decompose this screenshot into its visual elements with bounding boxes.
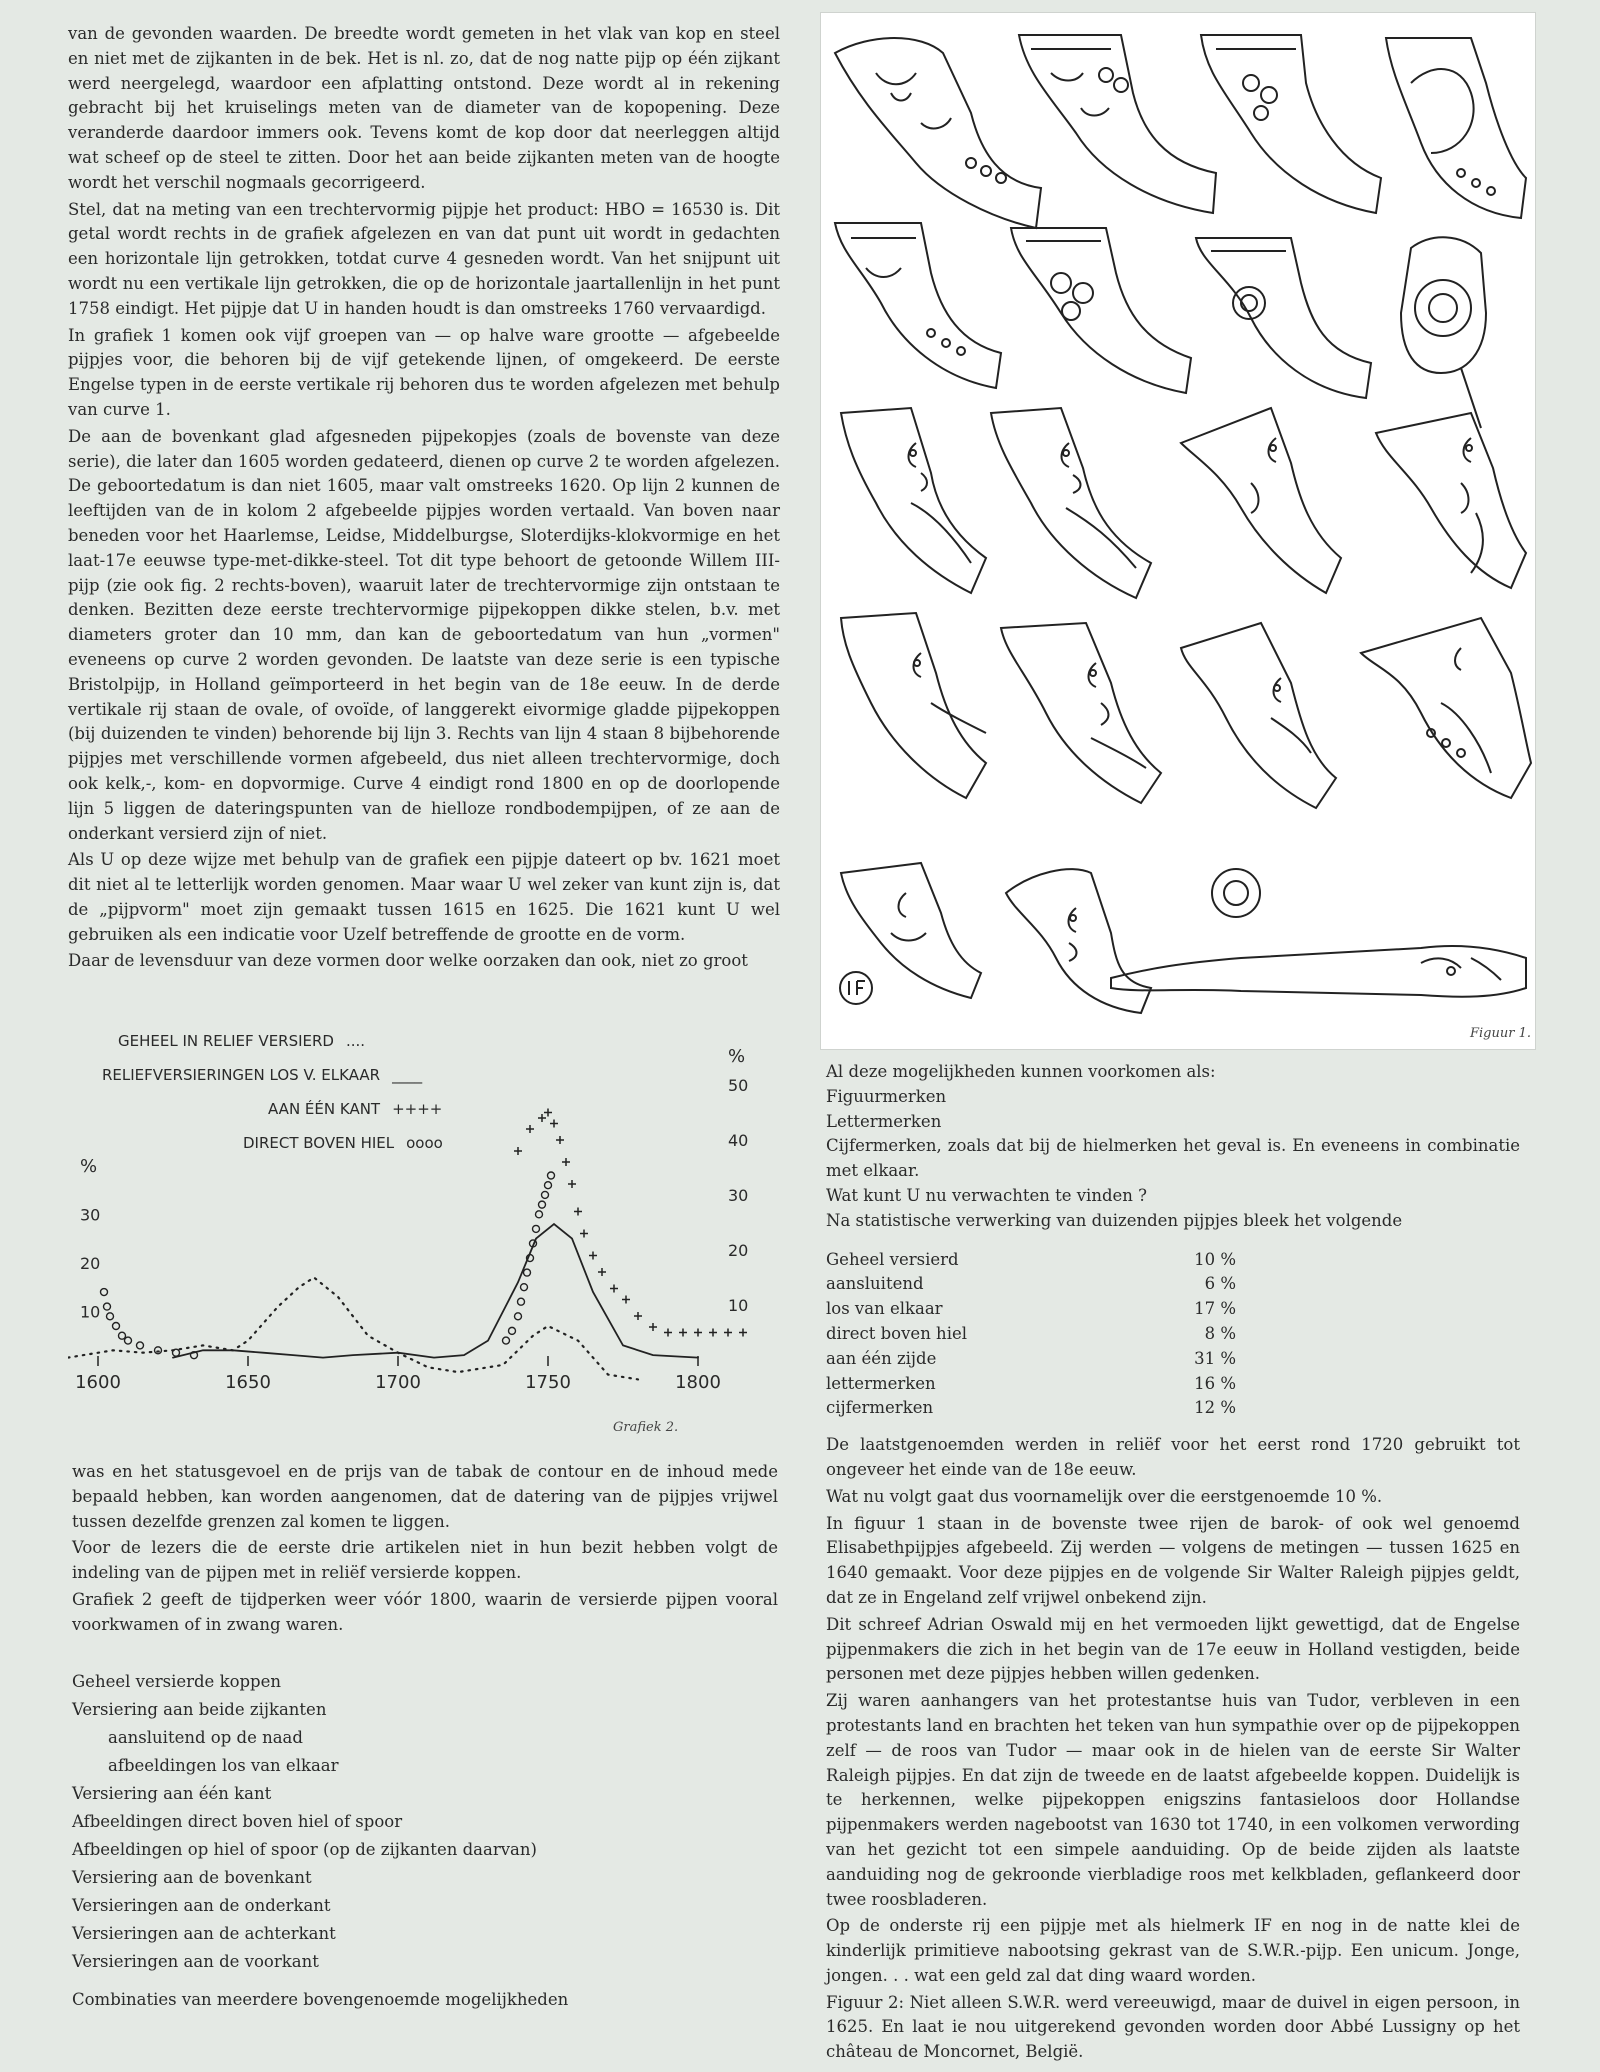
stats-label: los van elkaar (826, 1299, 943, 1319)
pipe-bowl-drawing (1019, 35, 1216, 213)
intro-line: Na statistische verwerking van duizenden pijpjes bleek het volgende (826, 1210, 1403, 1230)
series-point (503, 1337, 510, 1344)
paragraph: In grafiek 1 komen ook vijf groepen van — op halve ware grootte — afgebeelde pijpjes voor, die behoren bij de vijf getekende lijnen, of omgekeerd. De eerste Engelse typen in de eerste vertikale rij behoren dus te worden afgelezen met behulp van curve 1. (68, 325, 780, 419)
paragraph: van de gevonden waarden. De breedte wordt gemeten in het vlak van kop en steel en niet met de zijkanten in de bek. Het is nl. zo, dat de nog natte pijp op één zijkant werd neergelegd, waardoor een afplatting ontstond. Deze wordt al in rekening gebracht bij het kruiselings meten van de diameter van de kopopening. Deze veranderde daardoor immers ook. Tevens komt de kop door dat neerleggen altijd wat scheef op de steel te zitten. Door het aan beide zijkanten meten van de hoogte wordt het verschil nogmaals gecorrigeerd. (68, 24, 780, 192)
series-point (545, 1182, 552, 1189)
pipe-bowl-drawing (1181, 408, 1341, 593)
series-point (580, 1230, 588, 1238)
series-point (125, 1337, 132, 1344)
paragraph: Zij waren aanhangers van het protestantse huis van Tudor, verbleven in een protestants land en brachten het teken van hun sympathie over op de pijpekoppen zelf — de roos van Tudor — maar ook in de hielen van de eerste Sir Walter Raleigh pijpjes. En dat zijn de tweede en de laatst afgebeelde koppen. Duidelijk is te herkennen, welke pijpekoppen enigszins fantasieloos door Hollandse pijpenmakers werden nagebootst van 1630 tot 1740, in een volkomen verwording van het gezicht tot een simpele aanduiding. Op de beide zijden als laatste aanduiding nog de gekroonde vierbladige roos met kelkbladen, geflankeerd door twee roosbladeren. (826, 1691, 1520, 1909)
paragraph: De aan de bovenkant glad afgesneden pijpekopjes (zoals de bovenste van deze serie), die later dan 1605 worden gedateerd, dienen op curve 2 te worden afgelezen. De geboortedatum is dan niet 1605, maar valt omstreeks 1620. Op lijn 2 kunnen de leeftijden van de in kolom 2 afgebeelde pijpjes worden vertaald. Van boven naar beneden voor het Haarlemse, Leidse, Middelburgse, Sloterdijks-klokvormige en het laat-17e eeuwse type-met-dikke-steel. Tot dit type behoort de getoonde Willem III-pijp (zie ook fig. 2 rechts-boven), waaruit later de trechtervormige zijn ontstaan te denken. Bezitten deze eerste trechtervormige pijpekoppen dikke stelen, b.v. met diameters groter dan 10 mm, dan kan de geboortedatum van hun „vormen" eveneens op curve 2 worden gevonden. De laatste van deze serie is een typische Bristolpijp, in Holland geïmporteerd in het begin van de 18e eeuw. In de derde vertikale rij staan de ovale, of ovoïde, of langgerekt eivormige gladde pijpekoppen (bij duizenden te vinden) behorende bij lijn 3. Rechts van lijn 4 staan 8 bijbehorende pijpjes met verschillende vormen afgebeeld, dus niet alleen trechtervormige, doch ook kelk,-, kom- en dopvormige. Curve 4 eindigt rond 1800 en op de doorlopende lijn 5 liggen de dateringspunten van de hielloze rondbodempijpen, of ze aan de onderkant versierd zijn of niet. (68, 426, 780, 843)
right-tick-label: 30 (728, 1186, 749, 1205)
legend-label: DIRECT BOVEN HIEL (243, 1134, 395, 1152)
paragraph: De laatstgenoemden werden in reliëf voor het eerst rond 1720 gebruikt tot ongeveer het einde van de 18e eeuw. (826, 1435, 1520, 1479)
right-tick-label: 50 (728, 1076, 749, 1095)
classification-item: Versieringen aan de achterkant (72, 1923, 336, 1943)
legend-label: RELIEFVERSIERINGEN LOS V. ELKAAR (102, 1066, 381, 1084)
series-point (173, 1349, 180, 1356)
series-point (622, 1296, 630, 1304)
pipe-bowl-drawing (1001, 623, 1161, 803)
pipe-bowl-drawing (841, 863, 981, 998)
legend-marker: ++++ (392, 1100, 443, 1118)
graph-2-svg (68, 1022, 780, 1442)
series-point (739, 1329, 747, 1337)
x-tick-label: 1800 (675, 1372, 721, 1393)
classification-item: afbeeldingen los van elkaar (108, 1755, 339, 1775)
x-tick-label: 1700 (375, 1372, 421, 1393)
paragraph: In figuur 1 staan in de bovenste twee rijen de barok- of ook wel genoemd Elisabethpijpjes afgebeeld. Zij werden — volgens de metingen — tussen 1625 en 1640 gemaakt. Voor deze pijpjes en de volgende Sir Walter Raleigh pijpjes geldt, dat ze in Engeland zelf vrijwel onbekend zijn. (826, 1513, 1520, 1607)
series-point (664, 1329, 672, 1337)
series-point (514, 1147, 522, 1155)
pipe-bowl-drawing (835, 223, 1001, 388)
graph-2-caption: Grafiek 2. (613, 1420, 679, 1435)
pipe-bowl-drawing (841, 613, 986, 798)
series-point (550, 1120, 558, 1128)
legend-marker: .... (345, 1032, 366, 1050)
series-point (724, 1329, 732, 1337)
pipe-bowl-drawing (1361, 618, 1531, 798)
series-point (536, 1211, 543, 1218)
series-point (556, 1136, 564, 1144)
series-point (539, 1201, 546, 1208)
stats-row (826, 1347, 1236, 1372)
series-point (101, 1289, 108, 1296)
pipe-bowl-drawing (1011, 228, 1191, 393)
stats-row (826, 1322, 1236, 1347)
classification-item: Combinaties van meerdere bovengenoemde mogelijkheden (72, 1989, 569, 2009)
series-point (526, 1125, 534, 1133)
classification-item: aansluitend op de naad (108, 1727, 303, 1747)
left-tick-label: 20 (80, 1253, 101, 1273)
pipe-bowl-drawing (1212, 869, 1260, 917)
series-point (568, 1180, 576, 1188)
stats-value: 31 % (1194, 1348, 1236, 1368)
legend-marker: oooo (406, 1134, 443, 1152)
classification-item: Versiering aan beide zijkanten (72, 1699, 327, 1719)
stats-row (826, 1297, 1236, 1322)
classification-item: Versiering aan één kant (72, 1783, 272, 1803)
stats-label: direct boven hiel (826, 1323, 968, 1343)
stats-value: 16 % (1194, 1373, 1236, 1393)
paragraph: Wat nu volgt gaat dus voornamelijk over die eerstgenoemde 10 %. (826, 1486, 1383, 1506)
stats-value: 17 % (1194, 1299, 1236, 1319)
left-bottom-text (72, 1460, 778, 2014)
series-point (598, 1268, 606, 1276)
stats-value: 8 % (1204, 1323, 1236, 1343)
series-point (515, 1313, 522, 1320)
series-point (634, 1312, 642, 1320)
x-tick-label: 1600 (75, 1372, 121, 1393)
left-tick-label: 10 (80, 1302, 101, 1322)
stats-label: aansluitend (826, 1274, 924, 1294)
classification-item: Afbeeldingen direct boven hiel of spoor (72, 1811, 403, 1831)
paragraph: Stel, dat na meting van een trechtervormig pijpje het product: HBO = 16530 is. Dit getal wordt rechts in de grafiek afgelezen en van dat punt uit wordt in gedachten een horizontale lijn getrokken, totdat curve 4 gesneden wordt. Van het snijpunt uit wordt nu een vertikale lijn getrokken, die op de horizontale jaartallenlijn in het punt 1758 eindigt. Het pijpje dat U in handen houdt is dan omstreeks 1760 vervaardigd. (68, 199, 780, 318)
series-point (137, 1342, 144, 1349)
pipe-bowl-drawing (835, 38, 1041, 228)
series-point (524, 1269, 531, 1276)
series-point (544, 1109, 552, 1117)
pipe-stem-drawing (1111, 946, 1526, 997)
figure-1-caption: Figuur 1. (1470, 1026, 1531, 1041)
legend-label: GEHEEL IN RELIEF VERSIERD (118, 1032, 334, 1050)
classification-item: Versieringen aan de onderkant (72, 1895, 331, 1915)
paragraph: Voor de lezers die de eerste drie artikelen niet in hun bezit hebben volgt de indeling van de pijpen met in reliëf versierde koppen. (72, 1538, 778, 1583)
series-point (107, 1313, 114, 1320)
pipe-bowl-drawing (1196, 238, 1371, 398)
stats-value: 6 % (1204, 1274, 1236, 1294)
left-axis-unit: % (80, 1156, 98, 1177)
paragraph: Als U op deze wijze met behulp van de grafiek een pijpje dateert op bv. 1621 moet dit niet al te letterlijk worden genomen. Maar waar U wel zeker van kunt zijn is, dat de „pijpvorm" moet zijn gemaakt tussen 1615 en 1625. Die 1621 kunt U wel gebruiken als een indicatie voor Uzelf betreffende de grootte en de vorm. (68, 850, 780, 944)
legend-marker: ____ (392, 1066, 423, 1084)
series-point (574, 1208, 582, 1216)
stats-value: 12 % (1194, 1398, 1236, 1418)
series-point (679, 1329, 687, 1337)
series-point (589, 1252, 597, 1260)
x-tick-label: 1750 (525, 1372, 571, 1393)
pipe-bowl-drawing (1376, 413, 1526, 588)
pipe-bowl-drawing (991, 408, 1151, 598)
figure-1 (820, 12, 1536, 1050)
series-point (649, 1323, 657, 1331)
series-point (113, 1323, 120, 1330)
series-point (104, 1303, 111, 1310)
stats-label: Geheel versierd (826, 1249, 959, 1269)
paragraph: Dit schreef Adrian Oswald mij en het vermoeden lijkt gewettigd, dat de Engelse pijpenmakers die zich in het begin van de 17e eeuw in Holland vestigden, beide personen met deze pijpjes hebben willen gedenken. (826, 1614, 1520, 1684)
pipe-bowl-drawing (1401, 237, 1486, 428)
classification-item: Versieringen aan de voorkant (72, 1951, 319, 1971)
right-tick-label: 20 (728, 1241, 749, 1260)
stats-row (826, 1248, 1236, 1273)
stats-row (826, 1272, 1236, 1297)
series-point (533, 1225, 540, 1232)
series-point (155, 1347, 162, 1354)
paragraph: was en het statusgevoel en de prijs van de tabak de contour en de inhoud mede bepaald hebben, kan worden aangenomen, dat de datering van de pijpjes vrijwel tussen dezelfde grenzen zal komen te liggen. (72, 1462, 778, 1531)
right-axis-unit: % (728, 1046, 746, 1067)
pipe-bowl-drawing (841, 408, 986, 593)
intro-line: Al deze mogelijkheden kunnen voorkomen als: (826, 1062, 1216, 1081)
intro-line: Lettermerken (826, 1111, 942, 1131)
series-point (119, 1332, 126, 1339)
classification-item: Versiering aan de bovenkant (72, 1867, 312, 1887)
classification-item: Afbeeldingen op hiel of spoor (op de zijkanten daarvan) (72, 1839, 537, 1859)
graph-2 (68, 1022, 780, 1456)
pipe-bowl-drawing (1201, 35, 1381, 213)
series-point (694, 1329, 702, 1337)
classification-item: Geheel versierde koppen (72, 1671, 282, 1691)
series-point (548, 1172, 555, 1179)
pipe-heel-mark-drawing (840, 972, 872, 1004)
stats-row (826, 1372, 1236, 1397)
stats-row (826, 1396, 1236, 1421)
right-tick-label: 10 (728, 1296, 749, 1315)
series-point (521, 1284, 528, 1291)
series-point (509, 1327, 516, 1334)
paragraph: Daar de levensduur van deze vormen door welke oorzaken dan ook, niet zo groot (68, 951, 748, 971)
intro-line: Cijfermerken, zoals dat bij de hielmerken het geval is. En eveneens in combinatie met elkaar. (826, 1136, 1520, 1181)
right-column-text (826, 1060, 1520, 2067)
right-tick-label: 40 (728, 1131, 749, 1150)
classification-list (72, 1668, 778, 2014)
pipe-bowl-drawing (1006, 869, 1151, 1013)
series-line (68, 1278, 638, 1380)
pipe-bowl-drawing (1386, 38, 1526, 218)
stats-label: cijfermerken (826, 1398, 934, 1418)
series-point (542, 1191, 549, 1198)
series-point (562, 1158, 570, 1166)
intro-line: Wat kunt U nu verwachten te vinden ? (826, 1185, 1147, 1205)
x-tick-label: 1650 (225, 1372, 271, 1393)
stats-label: aan één zijde (826, 1348, 937, 1368)
left-column-text (68, 22, 780, 976)
series-point (518, 1298, 525, 1305)
series-point (709, 1329, 717, 1337)
series-point (538, 1114, 546, 1122)
paragraph: Op de onderste rij een pijpje met als hielmerk IF en nog in de natte klei de kinderlijk primitieve nabootsing gekrast van de S.W.R.-pijp. Een unicum. Jonge, jongen. . . wat een geld zal dat ding waard worden. (826, 1916, 1520, 1985)
stats-label: lettermerken (826, 1373, 936, 1393)
stats-table (826, 1248, 1236, 1422)
intro-line: Figuurmerken (826, 1086, 947, 1106)
pipe-bowl-drawing (1181, 623, 1336, 808)
paragraph: Figuur 2: Niet alleen S.W.R. werd vereeuwigd, maar de duivel in eigen persoon, in 1625. En laat ie nou uitgerekend gevonden worden door Abbé Lussigny op het château de Moncornet, België. (826, 1992, 1520, 2062)
paragraph: Grafiek 2 geeft de tijdperken weer vóór 1800, waarin de versierde pijpen vooral voorkwamen of in zwang waren. (72, 1589, 778, 1634)
series-point (610, 1285, 618, 1293)
stats-value: 10 % (1194, 1249, 1236, 1269)
left-tick-label: 30 (80, 1205, 101, 1225)
legend-label: AAN ÉÉN KANT (268, 1100, 381, 1118)
